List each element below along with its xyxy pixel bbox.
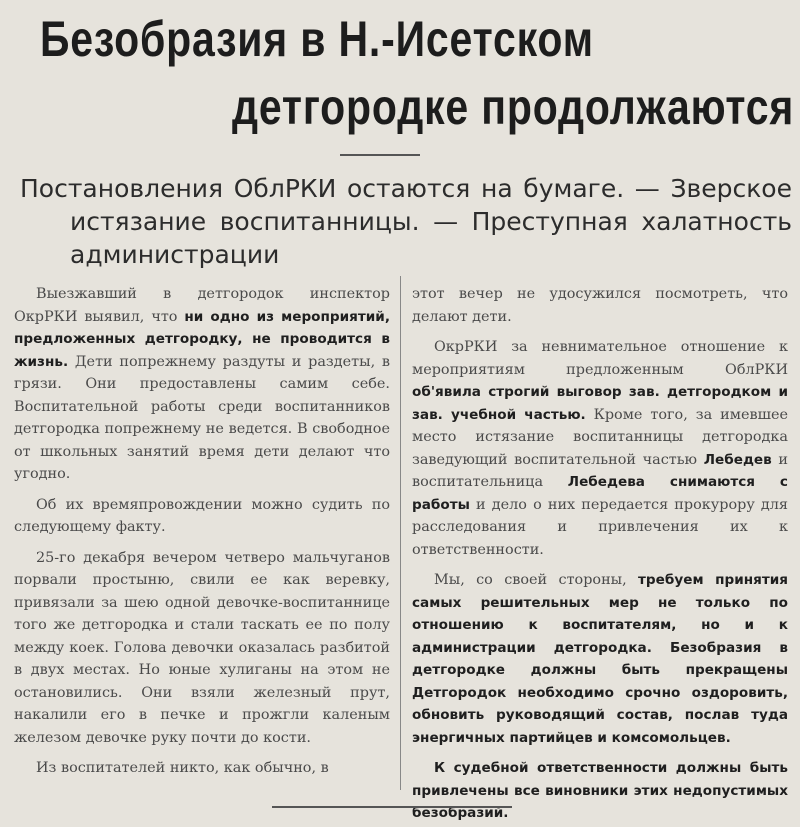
right-paragraph-3 [412, 569, 788, 749]
right-paragraph-4: К судебной ответственности должны быть привлечены все виновники этих недопустимых безобразий. [412, 760, 788, 821]
left-paragraph-2: Об их времяпровождении можно судить по следующему факту. [14, 496, 390, 535]
bold-text-run: об'явила строгий выговор зав. детгородком и зав. учебной частью. [412, 384, 788, 423]
left-column [14, 283, 390, 780]
text-run: Кроме того, за имевшее место истязание воспитанницы детгородка заведующий воспитательной частью [412, 406, 788, 468]
bold-text-run: Лебедева снимаются с работы [412, 474, 788, 513]
bold-text-run: Лебедев [703, 451, 772, 468]
right-paragraph-1: этот вечер не удосужился посмотреть, что делают дети. [412, 286, 788, 325]
right-paragraph-2 [412, 336, 788, 561]
bold-text-run: ни одно из мероприятий, предложенных детгородку, не проводится в жизнь. [14, 308, 390, 370]
footer-divider [272, 806, 512, 808]
text-run: и воспитательница [412, 451, 789, 490]
column-divider [400, 276, 401, 790]
text-run: Мы, со своей стороны, [434, 572, 639, 588]
subheadline-line-1: Постановления ОблРКИ остаются на бумаге. — Зверское [20, 174, 792, 203]
subheadline-line-2: истязание воспитанницы. — Преступная халатность [70, 207, 792, 236]
right-column [412, 283, 788, 825]
bold-text-run: требуем принятия самых решительных мер не только по отношению к воспитателям, но и к администрации детгородка. Безобразия в детгородке должны быть прекращены Детгородок необходимо срочно оздоровить, обновить руководящий состав, послав туда энергичных партийцев и комсомольцев. [412, 572, 788, 746]
subheadline [20, 172, 792, 271]
headline-line-1: Безобразия в Н.-Исетском [40, 11, 594, 67]
headline-line-2: детгородке продолжаются [232, 79, 795, 135]
text-run: Дети попрежнему раздуты и раздеты, в грязи. Они предоставлены самим себе. Воспитательной работы среди воспитанников детгородка попрежнему не ведется. В свободное от школьных занятий время дети делают что угодно. [14, 353, 390, 482]
text-run: Выезжавший в детгородок инспектор ОкрРКИ выявил, что [14, 286, 390, 325]
subheadline-line-3: администрации [70, 240, 280, 269]
headline-divider [340, 154, 420, 156]
left-paragraph-3: 25-го декабря вечером четверо мальчуганов порвали простыню, свили ее как веревку, привязали за шею одной девочке-воспитаннице того же детгородка и стали таскать ее по полу между коек. Голова девочки оказалась разбитой в двух местах. Но юные хулиганы на этом не остановились. Они взяли железный прут, накалили его в печке и прожгли каленым железом девочке руку почти до кости. [14, 549, 390, 746]
left-paragraph-4: Из воспитателей никто, как обычно, в [36, 760, 329, 776]
text-run: ОкрРКИ за невнимательное отношение к мероприятиям предложенным ОблРКИ [412, 339, 788, 378]
text-run: и дело о них передается прокурору для расследования и привлечения их к ответственности. [412, 496, 788, 558]
left-paragraph-1 [14, 283, 390, 486]
